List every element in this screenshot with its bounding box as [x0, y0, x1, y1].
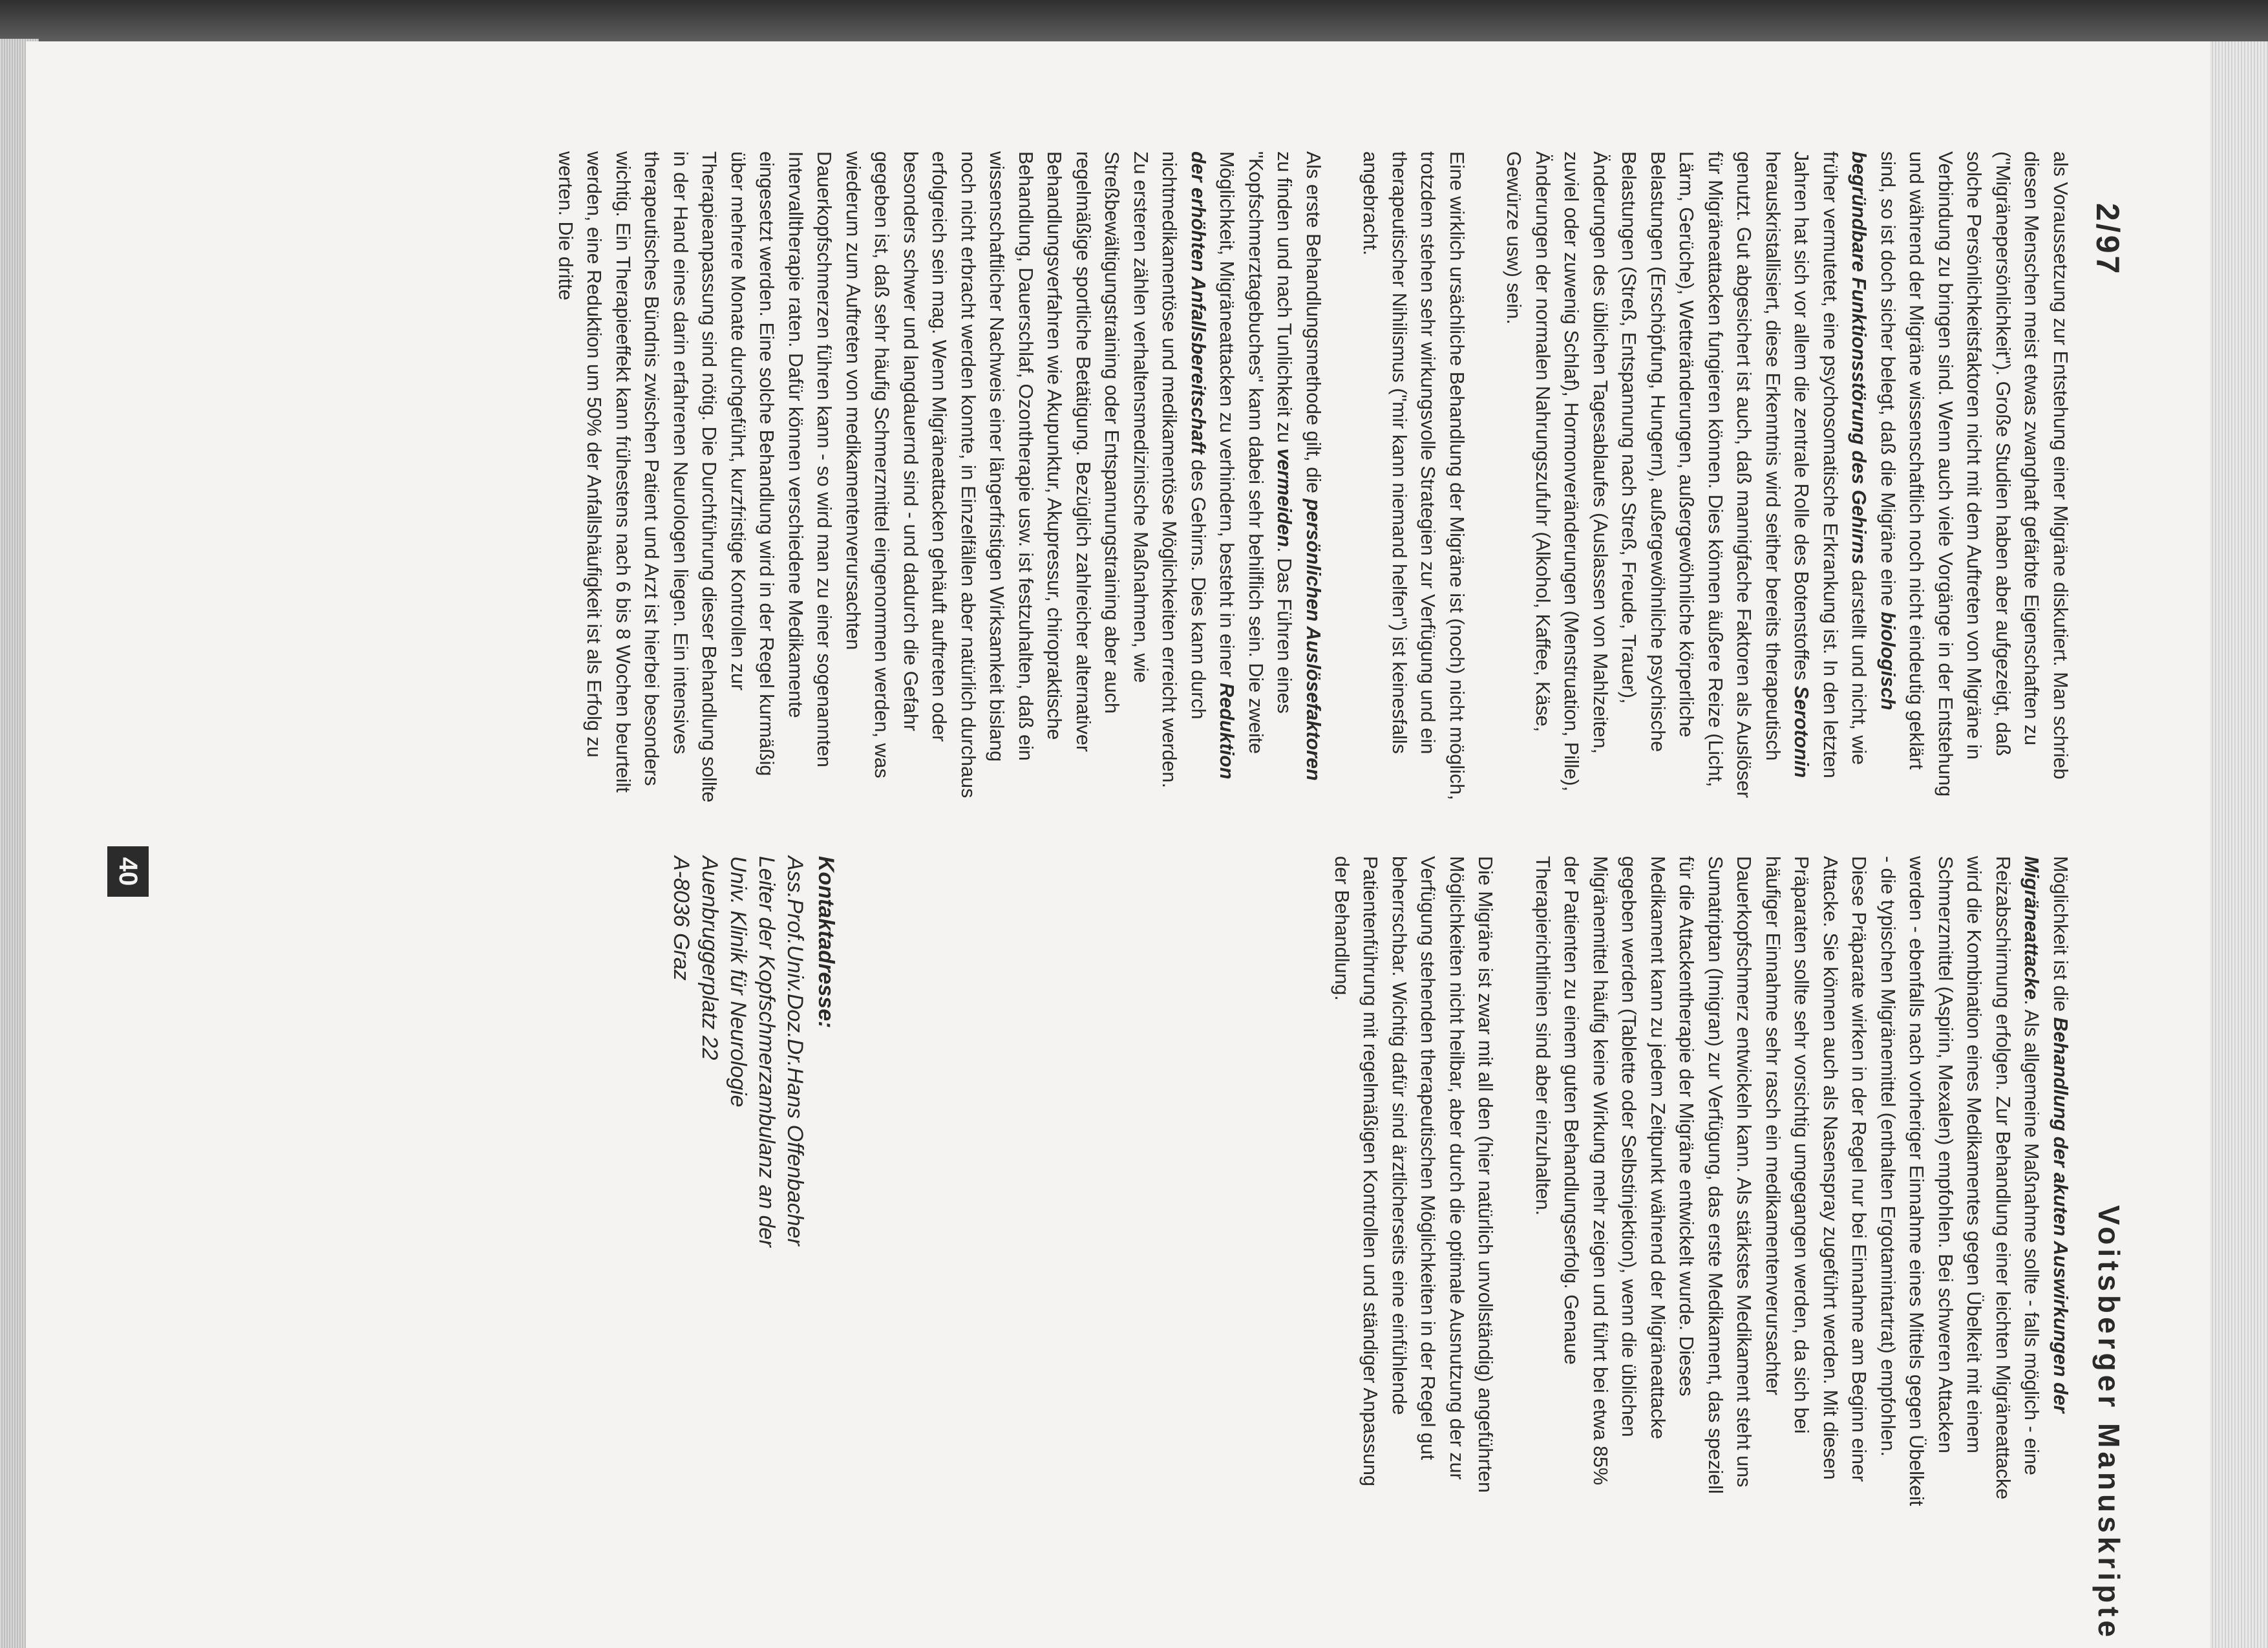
emphasis-text: Reduktion der erhöhten Anfallsbereitschaft	[1187, 151, 1238, 780]
emphasis-text: biologisch begründbare Funktionsstörung des Gehirns	[1848, 151, 1899, 711]
text-span: Möglichkeit ist die	[2050, 856, 2072, 1018]
text-span: darstellt und nicht, wie früher vermutetet, eine psychosomatische Erkrankung ist. In den letzten Jahren hat sich vor allem die zentrale Rolle des Botenstoffes	[1790, 151, 1871, 778]
text-span: des Gehirns. Dies kann durch nichtmedikamentöse und medikamentöse Möglichkeiten erreicht werden. Zu ersteren zählen verhaltensmedizinische Maßnahmen, wie Streßbewältigungstraining oder Entspannungstraining aber auch regelmäßige sportliche Betätigung. Bezüglich zahlreicher alternativer Behandlungsverfahren wie Akupunktur, Akupressur, chiropraktische Behandlung, Dauerschlaf, Ozontherapie usw. ist festzuhalten, daß ein wissenschaftlicher Nachweis einer längerfristigen Wirksamkeit bislang noch nicht erbracht werden konnte, in Einzelfällen aber natürlich durchaus erfolgreich sein mag. Wenn Migräneattacken gehäuft auftreten oder besonders schwer und langdauernd sind - und dadurch die Gefahr gegeben ist, daß sehr häufig Schmerzmittel eingenommen werden, was wiederum zum Auftreten von medikamentenverursachten Dauerkopfschmerzen führen kann - so wird man zu einer sogenannten Intervalltherapie raten. Dafür können verschiedene Medikamente eingesetzt werden. Eine solche Behandlung wird in der Regel kurmäßig über mehrere Monate durchgeführt, kurzfristige Kontrollen zur Therapieanpassung sind nötig. Die Durchführung dieser Behandlung sollte in der Hand eines darin erfahrenen Neurologen liegen. Ein intensives therapeutisches Bündnis zwischen Patient und Arzt ist hierbei besonders wichtig. Ein Therapieeffekt kann frühestens nach 6 bis 8 Wochen beurteilt werden, eine Reduktion um 50% der Anfallshäufigkeit ist als Erfolg zu werten. Die dritte	[555, 151, 1209, 803]
emphasis-text: Serotonin	[1790, 685, 1813, 778]
paragraph-fazit: Die Migräne ist zwar mit all den (hier natürlich unvollständig) angeführten Möglichkeiten nicht heilbar, aber durch die optimale Ausnutzung der zur Verfügung stehenden therapeutischen Möglichkeiten in der Regel gut beherrschbar. Wichtig dafür sind ärztlicherseits eine einfühlende Patientenführung mit regelmäßigen Kontrollen und ständiger Anpassung der Behandlung.	[1331, 856, 1497, 1493]
contact-line: Ass.Prof.Univ.Doz.Dr.Hans Offenbacher	[783, 856, 807, 1246]
text-span: herauskristallisiert, diese Erkenntnis wird seither bereits therapeutisch genutzt. Gut abgesichert ist auch, daß mannigfache Faktoren als Auslöser für Migräneattacken fungieren können. Dies können äußere Reize (Licht, Lärm, Gerüche), Wetteränderungen, außergewöhnliche körperliche Belastungen (Erschöpfung, Hungern), außergewöhnliche psychische Belastungen (Streß, Entspannung nach Streß, Freude, Trauer), Änderungen des üblichen Tagesablaufes (Auslassen von Mahlzeiten, zuviel oder zuwenig Schlaf), Hormonveränderungen (Menstruation, Pille), Änderungen der normalen Nahrungszufuhr (Alkohol, Kaffee, Käse, Gewürze usw) sein.	[1503, 151, 1784, 798]
paragraph-persoenlichkeit	[1500, 151, 2075, 804]
right-column	[1299, 856, 2075, 1509]
text-span: Als erste Behandlungsmethode gilt, die	[1302, 151, 1324, 499]
contact-line: Univ. Klinik für Neurologie	[726, 856, 750, 1108]
contact-title: Kontaktadresse:	[814, 856, 838, 1029]
emphasis-text: Behandlung der akuten Auswirkungen der Migräneattacke	[2020, 856, 2072, 1413]
contact-line: Leiter der Kopfschmerzambulanz an der	[754, 856, 779, 1247]
page-number: 40	[107, 846, 149, 897]
text-span: . Das Führen eines "Kopfschmerztagebuches" kann dabei sehr behilflich sein. Die zweite Möglichkeit, Migräneattacken zu verhindern, besteht in einer	[1216, 151, 1296, 754]
text-span: . Als allgemeine Maßnahme sollte - falls möglich - eine Reizabschirmung erfolgen. Zur Behandlung einer leichten Migräneattacke wird die Kombination eines Medikamentes gegen Übelkeit mit einem Schmerzmittel (Aspirin, Mexalen) empfohlen. Bei schweren Attacken werden - ebenfalls nach vorheriger Einnahme eines Mittels gegen Übelkeit - die typischen Migränemittel (enthalten Ergotamintartrat) empfohlen. Diese Präparate wirken in der Regel nur bei Einnahme am Beginn einer Attacke. Sie können auch als Nasenspray zugeführt werden. Mit diesen Präparaten sollte sehr vorsichtig umgegangen werden, da sich bei häufiger Einnahme sehr rasch ein medikamentenverursachter Dauerkopfschmerz entwickeln kann. Als stärkstes Medikament steht uns Sumatriptan (Imigran) zur Verfügung, das erste Medikament, das speziell für die Attackentherapie der Migräne entwickelt wurde. Dieses Medikament kann zu jedem Zeitpunkt während der Migräneattacke gegeben werden (Tablette oder Selbstinjektion), wenn die üblichen Migränemittel häufig keine Wirkung mehr zeigen und führt bei etwa 85% der Patienten zu einem guten Behandlungserfolg. Genaue Therapierichtlinien sind aber einzuhalten.	[1532, 856, 2043, 1506]
paragraph-behandlungsmethoden	[551, 151, 1328, 804]
document-page	[26, 41, 2268, 1648]
emphasis-text: vermeiden	[1273, 448, 1296, 548]
issue-number: 2/97	[2090, 203, 2126, 277]
publication-title: Voitsberger Manuskripte	[2092, 1205, 2126, 1641]
left-column	[523, 151, 2075, 804]
rotated-content	[26, 41, 2210, 1648]
paragraph-behandlung: Eine wirklich ursächliche Behandlung der Migräne ist (noch) nicht möglich, trotzdem stehen sehr wirkungsvolle Strategien zur Verfügung und ein therapeutischer Nihilismus ("mir kann niemand helfen") ist keinesfalls angebracht.	[1359, 151, 1468, 800]
paragraph-akutbehandlung	[1529, 856, 2075, 1509]
contact-line: A-8036 Graz	[669, 856, 694, 981]
page-edges	[2210, 41, 2268, 1648]
contact-address	[667, 856, 840, 1567]
contact-line: Auenbruggerplatz 22	[697, 856, 722, 1060]
text-span: als Voraussetzung zur Entstehung einer Migräne diskutiert. Man schrieb diesen Menschen meist etwas zwanghaft gefärbte Eigenschaften zu ("Migränepersönlichkeit"). Große Studien haben aber aufgezeigt, daß solche Persönlichkeitsfaktoren nicht mit dem Auftreten von Migräne in Verbindung zu bringen sind. Wenn auch viele Vorgänge in der Entstehung und während der Migräne wissenschaftlich noch nicht eindeutig geklärt sind, so ist doch sicher belegt, daß die Migräne eine	[1877, 151, 2072, 797]
text-span: zu finden und nach Tunlichkeit zu	[1273, 151, 1296, 449]
emphasis-text: persönlichen Auslösefaktoren	[1302, 498, 1324, 781]
